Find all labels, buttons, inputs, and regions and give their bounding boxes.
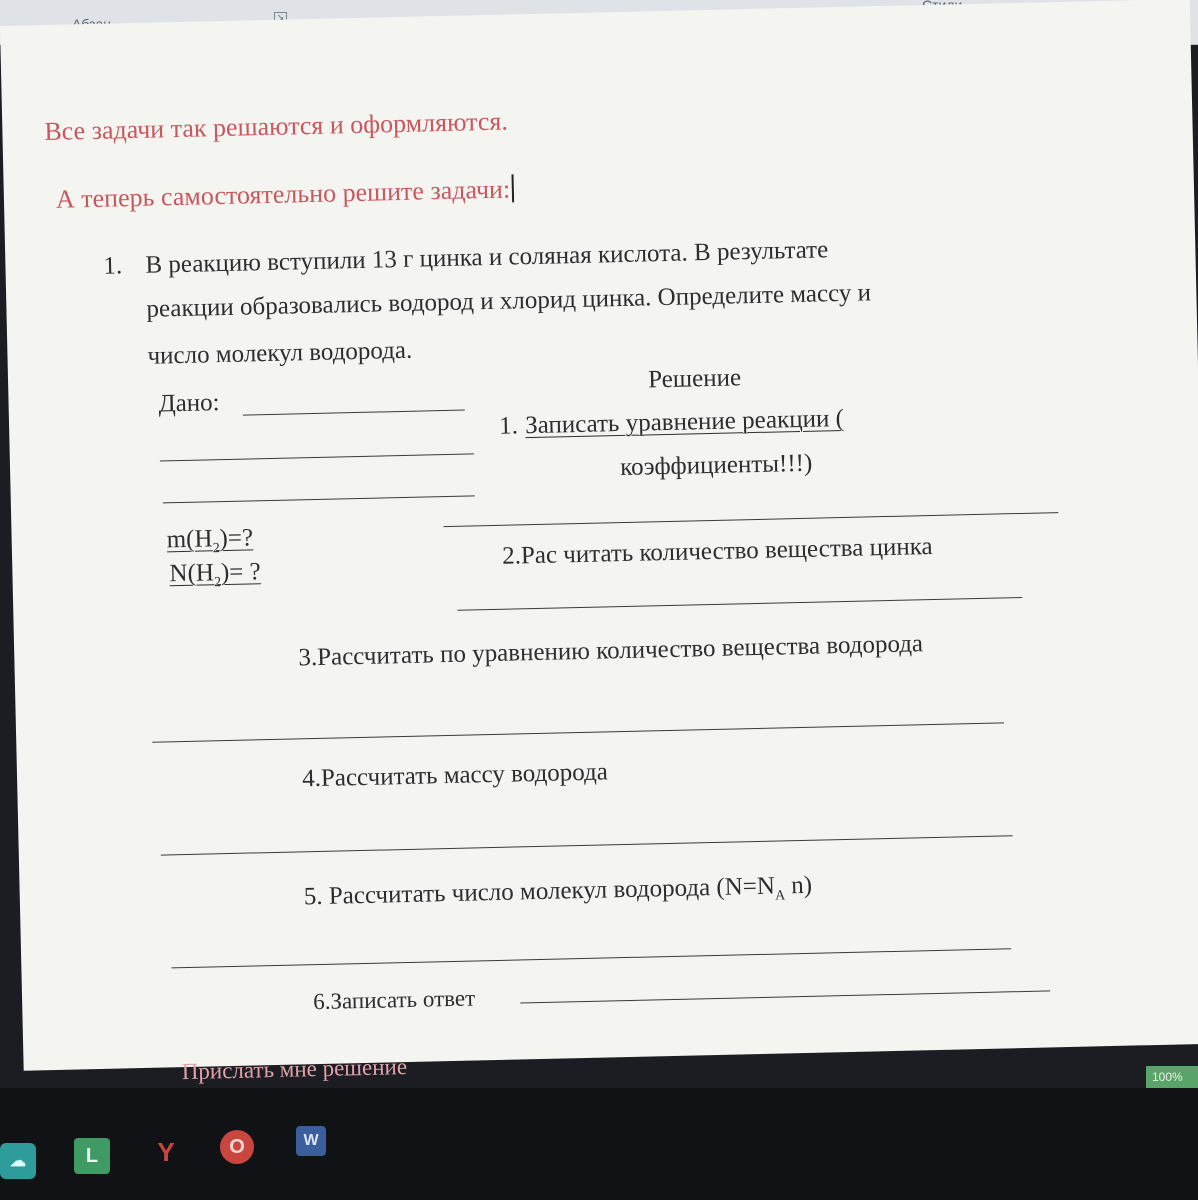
step-5-answer-line[interactable]: [171, 948, 1011, 968]
step-6-text: 6.Записать ответ: [312, 985, 476, 1015]
intro-line: Все задачи так решаются и оформляются.: [44, 106, 509, 147]
step-2-text: 2.Рас читать количество вещества цинка: [501, 532, 933, 570]
solution-heading: Решение: [647, 364, 742, 394]
find-mass: $m(H_2)=$?: [166, 524, 254, 557]
step-4-answer-line[interactable]: [161, 835, 1013, 855]
step-2-answer-line[interactable]: [457, 597, 1022, 611]
given-line-3[interactable]: [163, 495, 475, 503]
task-prompt: А теперь самостоятельно решите задачи:: [56, 174, 515, 214]
given-line-2[interactable]: [160, 453, 474, 461]
send-solution-note: Прислать мне решение: [181, 1054, 408, 1085]
step-3-text: 3.Рассчитать по уравнению количество вещества водорода: [298, 630, 924, 672]
text-cursor: [512, 174, 515, 202]
paragraph-dialog-launcher-icon[interactable]: ↘: [274, 12, 287, 25]
step-1-number: 1.: [498, 412, 519, 440]
step-1-continuation: коэффициенты!!!): [619, 449, 813, 482]
problem-line-3: число молекул водорода.: [147, 336, 413, 370]
taskbar: [0, 1088, 1198, 1200]
step-3-answer-line[interactable]: [152, 722, 1004, 742]
step-1-text: Записать уравнение реакции (: [524, 404, 845, 440]
step-5-text: 5. Рассчитать число молекул водорода ($N=N_A$ n): [303, 871, 813, 911]
app-l-icon[interactable]: L: [74, 1138, 110, 1174]
problem-line-1: В реакцию вступили 13 г цинка и соляная кислота. В результате: [145, 236, 829, 279]
given-line-1[interactable]: [243, 410, 465, 416]
problem-line-2: реакции образовались водород и хлорид цинка. Определите массу и: [146, 279, 872, 323]
yandex-icon[interactable]: Y: [157, 1136, 175, 1167]
step-4-text: 4.Рассчитать массу водорода: [301, 758, 609, 793]
problem-number: 1.: [103, 252, 123, 280]
step-1-answer-line[interactable]: [443, 512, 1058, 527]
find-count: $N(H_2)=$ ?: [169, 558, 261, 591]
explorer-icon[interactable]: ☁: [0, 1143, 36, 1179]
step-6-answer-line[interactable]: [520, 990, 1050, 1003]
zoom-level[interactable]: 100%: [1146, 1066, 1198, 1088]
opera-icon[interactable]: O: [220, 1130, 254, 1164]
word-icon[interactable]: W: [296, 1126, 326, 1156]
given-label: Дано:: [158, 389, 220, 418]
